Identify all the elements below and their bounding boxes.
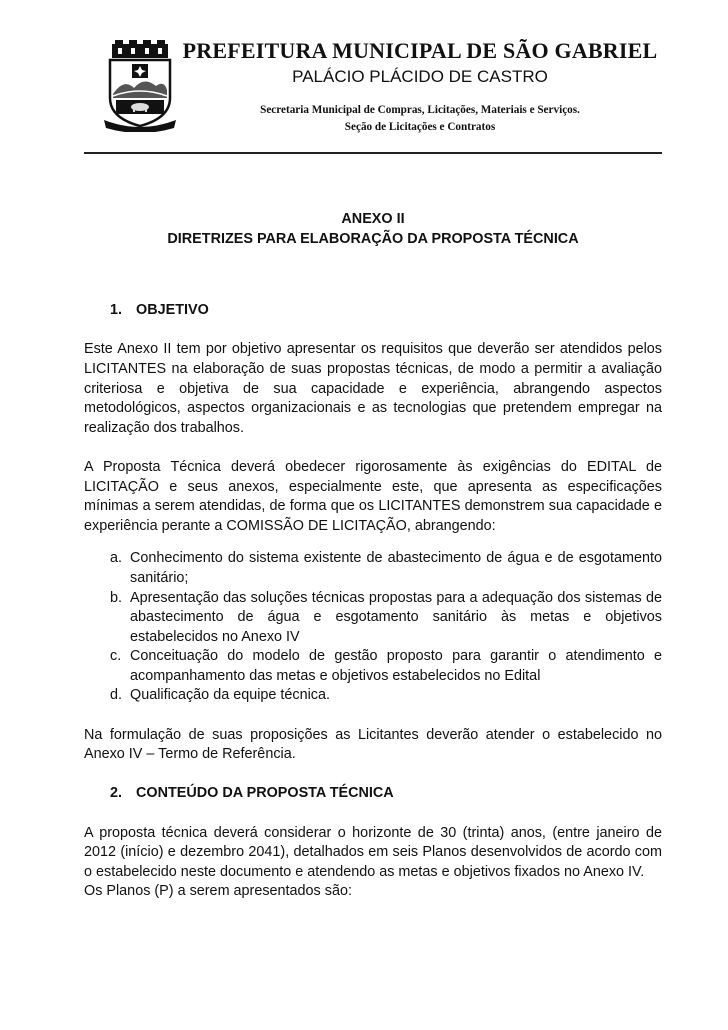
annex-label: ANEXO II (341, 211, 405, 227)
section-number: 2. (110, 785, 123, 802)
list-item (84, 549, 662, 588)
list-marker: c. (110, 648, 122, 665)
header-divider (84, 152, 662, 154)
list-marker: a. (110, 550, 123, 567)
list-item-text: Apresentação das soluções técnicas propostas para a adequação dos sistemas de abastecimento de água e esgotamento sanitário às metas e objetivos estabelecidos no Anexo IV (130, 589, 662, 645)
paragraph: A proposta técnica deverá considerar o horizonte de 30 (trinta) anos, (entre janeiro de 2012 (início) e dezembro 2041), detalhados em seis Planos desenvolvidos de acordo com o estabelecido neste documento e atendendo as metas e objetivos fixados no Anexo IV. (84, 824, 662, 880)
list-item (84, 589, 662, 648)
header-secretariat: Secretaria Municipal de Compras, Licitações, Materiais e Serviços. (260, 104, 580, 116)
list-item-text: Qualificação da equipe técnica. (130, 687, 331, 704)
document-body (84, 210, 662, 902)
header-subtitle: PALÁCIO PLÁCIDO DE CASTRO (292, 67, 548, 86)
requirements-list (84, 549, 662, 706)
list-item-text: Conceituação do modelo de gestão proposto para garantir o atendimento e acompanhamento das metas e objetivos estabelecidos no Edital (130, 648, 662, 684)
section-title: OBJETIVO (136, 302, 209, 319)
header-section: Seção de Licitações e Contratos (344, 121, 496, 133)
section-title: CONTEÚDO DA PROPOSTA TÉCNICA (136, 785, 394, 802)
letterhead (0, 0, 728, 160)
section-number: 1. (110, 302, 123, 319)
paragraph: Este Anexo II tem por objetivo apresentar os requisitos que deverão ser atendidos pelos LICITANTES na elaboração de suas propostas técnicas, de modo a permitir a avaliação criteriosa e objetiva de sua capacidade e experiência, abrangendo aspectos metodológicos, aspectos organizacionais e as tecnologias que pretendem empregar na realização dos trabalhos. (84, 341, 662, 436)
list-marker: d. (110, 687, 123, 704)
paragraph: Na formulação de suas proposições as Licitantes deverão atender o estabelecido no Anexo IV – Termo de Referência. (84, 726, 662, 763)
annex-title: DIRETRIZES PARA ELABORAÇÃO DA PROPOSTA TÉCNICA (167, 230, 579, 247)
header-title: PREFEITURA MUNICIPAL DE SÃO GABRIEL (182, 38, 658, 63)
list-item (84, 647, 662, 686)
paragraph: A Proposta Técnica deverá obedecer rigorosamente às exigências do EDITAL de LICITAÇÃO e seus anexos, especialmente este, que apresenta as especificações mínimas a serem atendidas, de forma que os LICITANTES demonstrem sua capacidade e experiência perante a COMISSÃO DE LICITAÇÃO, abrangendo: (84, 458, 662, 534)
paragraph: Os Planos (P) a serem apresentados são: (84, 883, 352, 900)
list-item (84, 686, 662, 706)
section-heading-objetivo (84, 301, 662, 321)
list-item-text: Conhecimento do sistema existente de abastecimento de água e de esgotamento sanitário; (130, 550, 662, 586)
section-heading-conteudo (84, 784, 662, 804)
list-marker: b. (110, 589, 123, 606)
